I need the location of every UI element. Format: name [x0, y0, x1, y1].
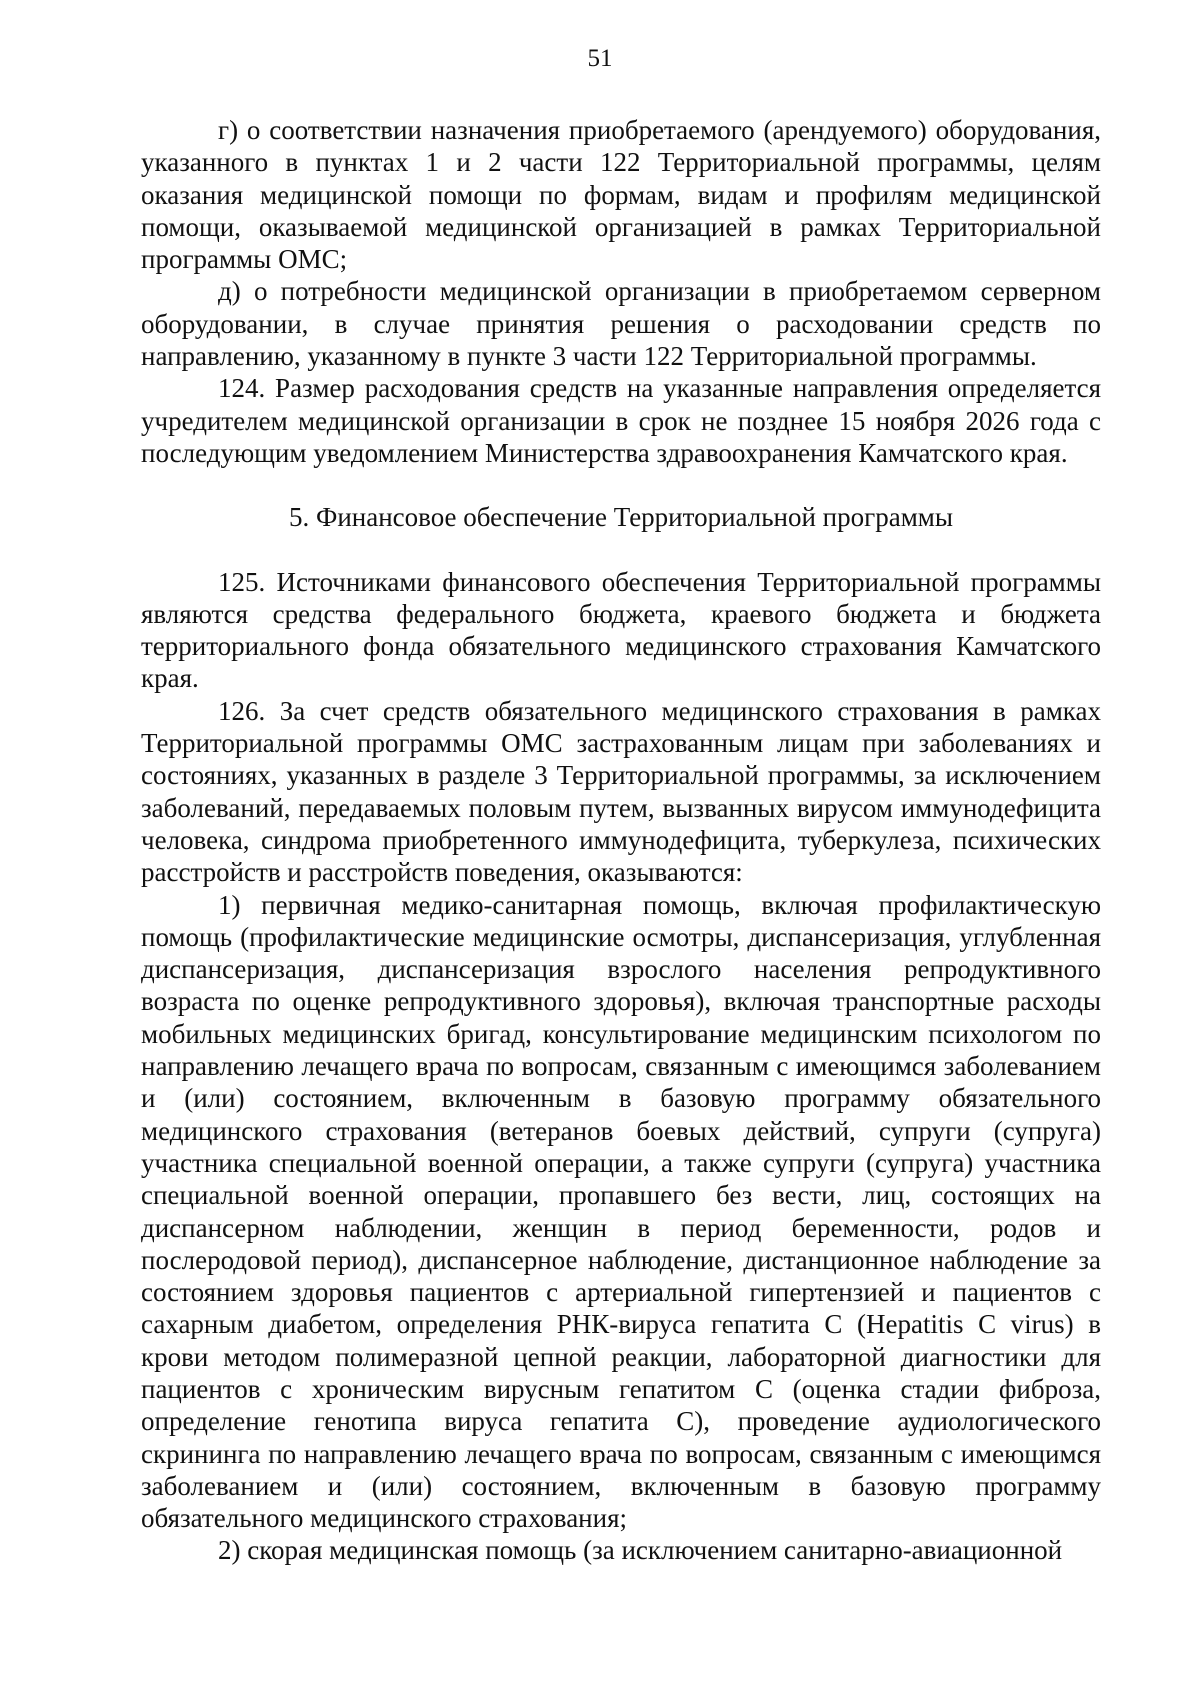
paragraph-item-d: д) о потребности медицинской организации в приобретаемом серверном оборудовании, в случае принятия решения о расходовании средств по направлению, указанному в пункте 3 части 122 Территориальной программы.	[141, 276, 1101, 372]
paragraph-126-item-2: 2) скорая медицинская помощь (за исключением санитарно-авиационной	[218, 1535, 1063, 1566]
section-heading: 5. Финансовое обеспечение Территориальной программы	[288, 502, 954, 533]
paragraph-125: 125. Источниками финансового обеспечения Территориальной программы являются средства федерального бюджета, краевого бюджета и бюджета территориального фонда обязательного медицинского страхования Камчатского края.	[141, 566, 1101, 694]
paragraph-item-g: г) о соответствии назначения приобретаемого (арендуемого) оборудования, указанного в пунктах 1 и 2 части 122 Территориальной программы, целям оказания медицинской помощи по формам, видам и профилям медицинской помощи, оказываемой медицинской организацией в рамках Территориальной программы ОМС;	[141, 115, 1101, 275]
paragraph-126: 126. За счет средств обязательного медицинского страхования в рамках Территориальной программы ОМС застрахованным лицам при заболеваниях и состояниях, указанных в разделе 3 Территориальной программы, за исключением заболеваний, передаваемых половым путем, вызванных вирусом иммунодефицита человека, синдрома приобретенного иммунодефицита, туберкулеза, психических расстройств и расстройств поведения, оказываются:	[141, 695, 1101, 888]
paragraph-126-item-1: 1) первичная медико-санитарная помощь, включая профилактическую помощь (профилактические медицинские осмотры, диспансеризация, углубленная диспансеризация, диспансеризация взрослого населения репродуктивного возраста по оценке репродуктивного здоровья), включая транспортные расходы мобильных медицинских бригад, консультирование медицинским психологом по направлению лечащего врача по вопросам, связанным с имеющимся заболеванием и (или) состоянием, включенным в базовую программу обязательного медицинского страхования (ветеранов боевых действий, супруги (супруга) участника специальной военной операции, а также супруги (супруга) участника специальной военной операции, пропавшего без вести, лиц, состоящих на диспансерном наблюдении, женщин в период беременности, родов и послеродовой период), диспансерное наблюдение, дистанционное наблюдение за состоянием здоровья пациентов с артериальной гипертензией и пациентов с сахарным диабетом, определения РНК-вируса гепатита С (Hepatitis C virus) в крови методом полимеразной цепной реакции, лабораторной диагностики для пациентов с хроническим вирусным гепатитом С (оценка стадии фиброза, определение генотипа вируса гепатита С), проведение аудиологического скрининга по направлению лечащего врача по вопросам, связанным с имеющимся заболеванием и (или) состоянием, включенным в базовую программу обязательного медицинского страхования;	[141, 889, 1101, 1534]
paragraph-124: 124. Размер расходования средств на указанные направления определяется учредителем медицинской организации в срок не позднее 15 ноября 2026 года с последующим уведомлением Министерства здравоохранения Камчатского края.	[141, 373, 1101, 468]
document-body	[141, 114, 1101, 1567]
page-number: 51	[587, 45, 613, 72]
